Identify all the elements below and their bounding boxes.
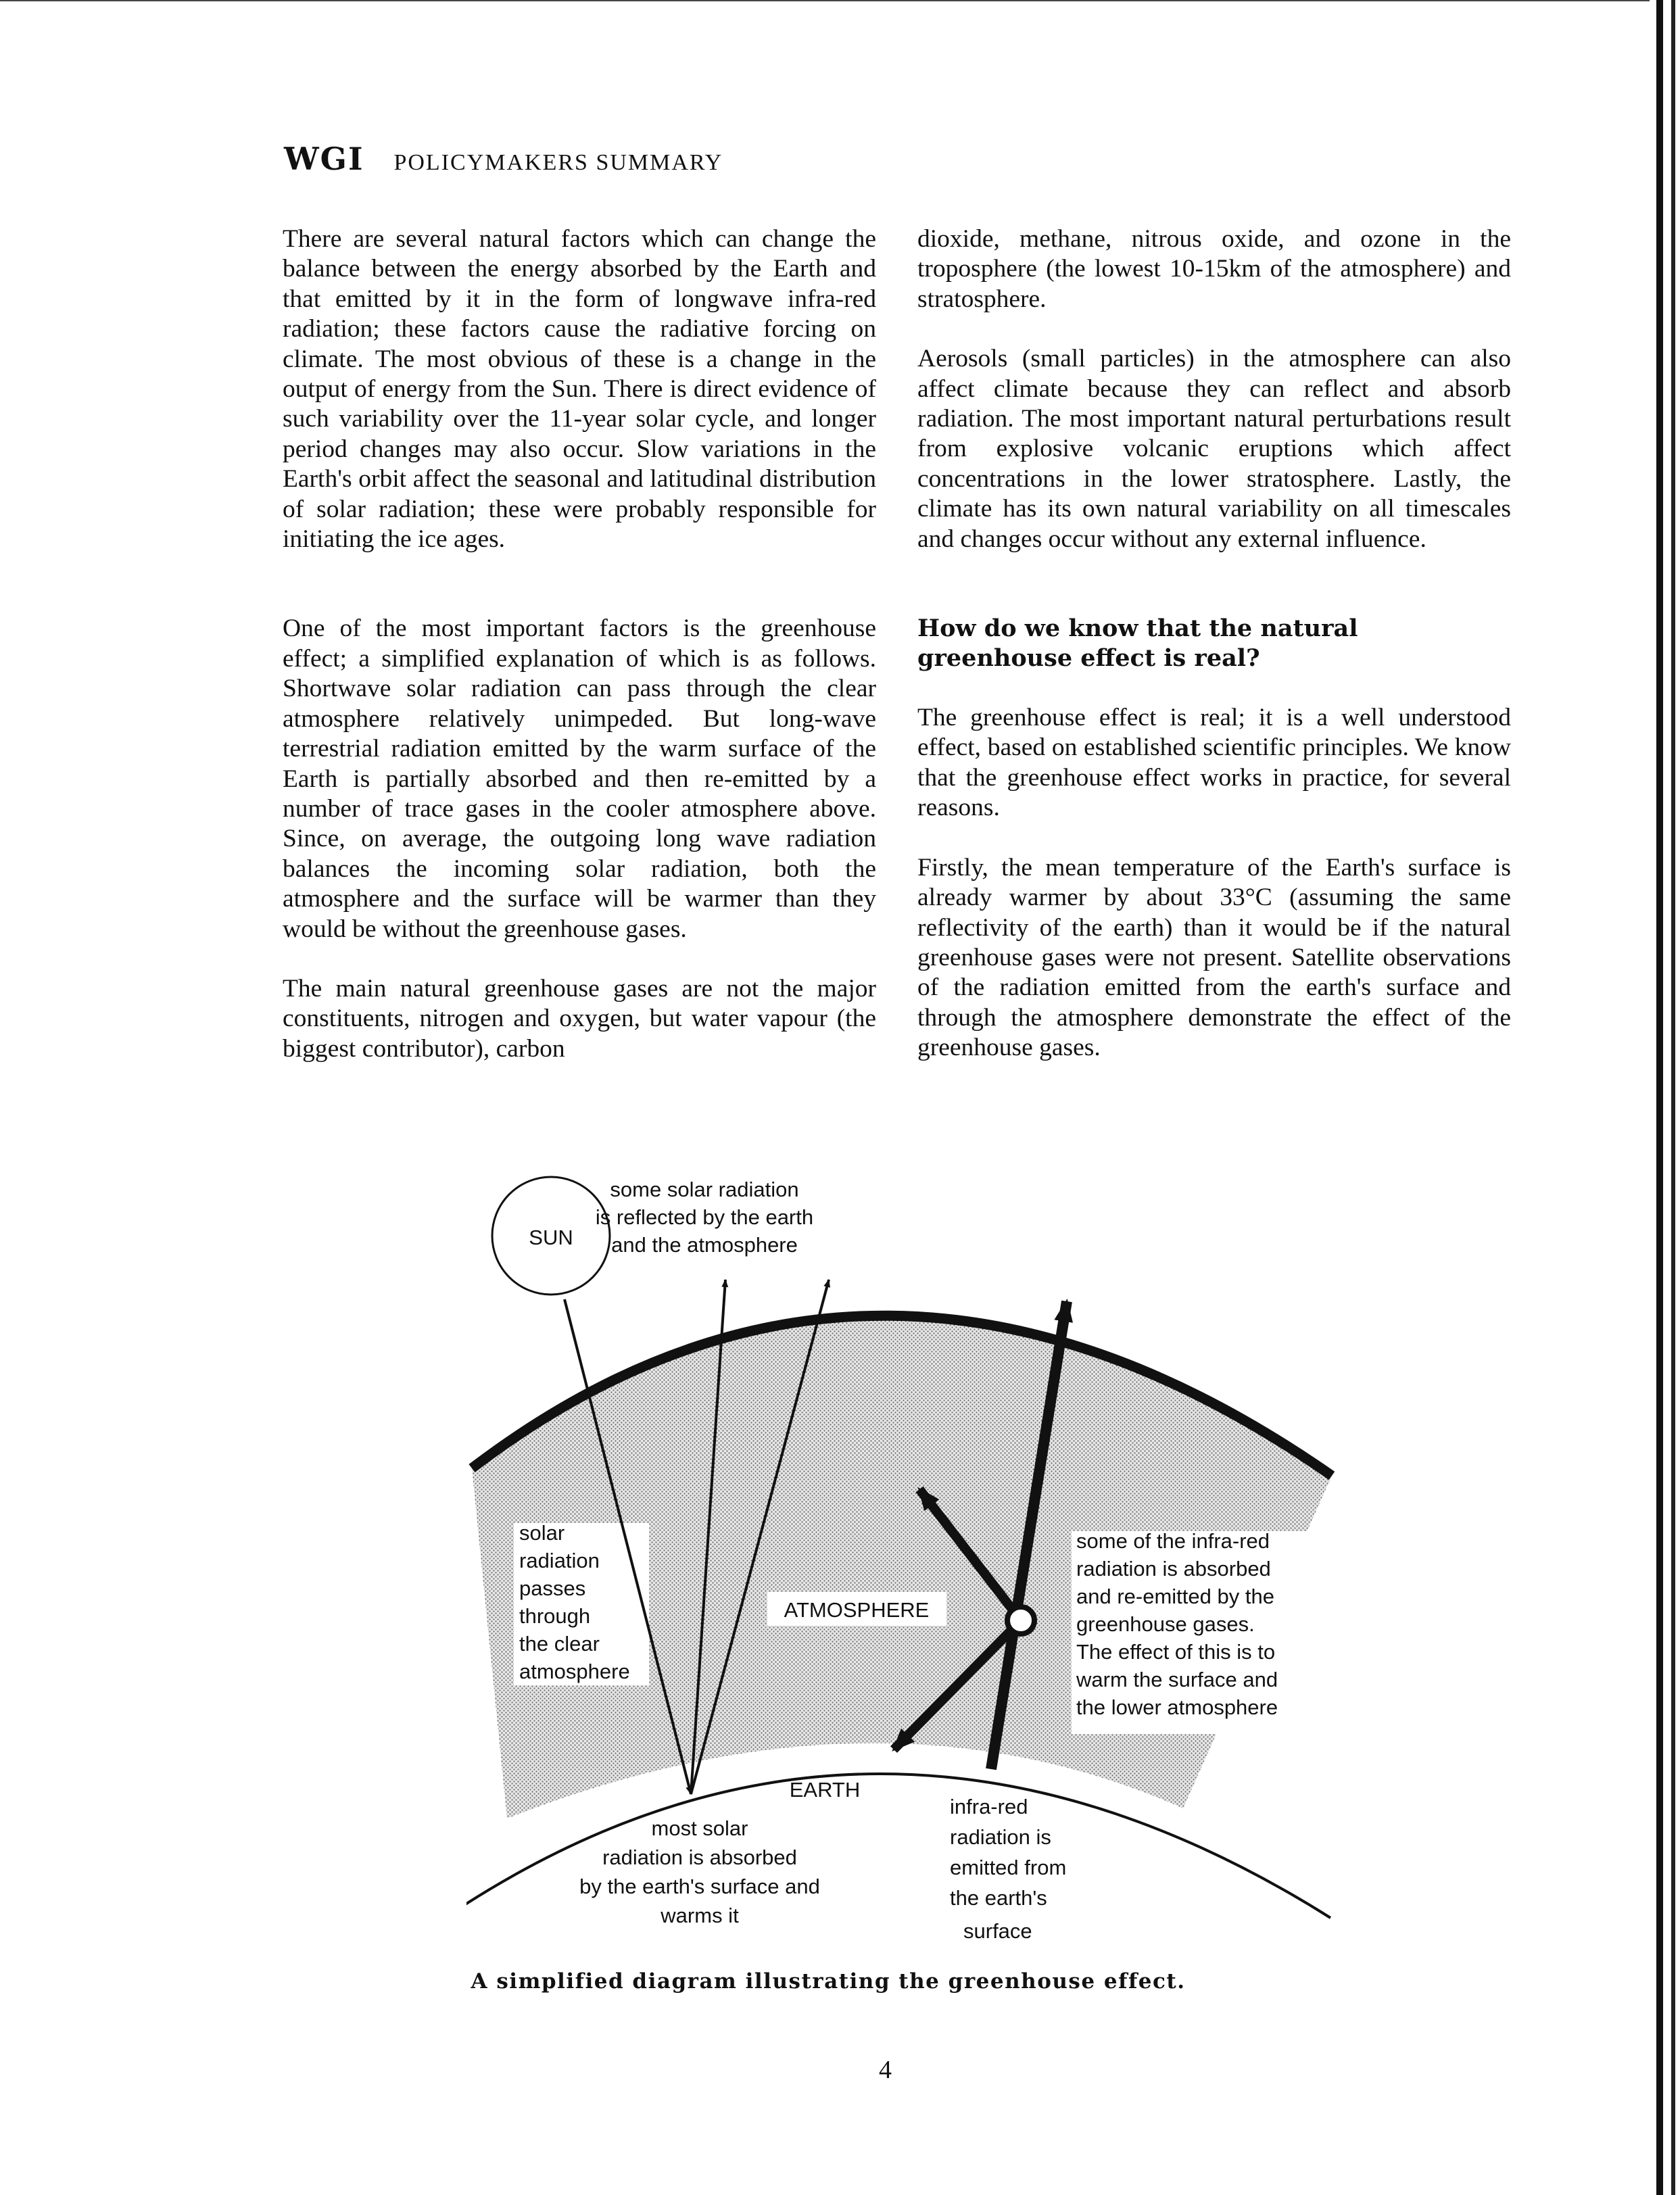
passes-label-line-6: atmosphere [519,1660,630,1683]
paragraph-natural-factors: There are several natural factors which can change the balance between the energy absorbed by the Earth and that emitted by it in the form of longwave infra-red radiation; these factors cause the radiative forcing on climate. The most obvious of these is a change in the output of energy from the Sun. There is direct evidence of such variability over the 11-year solar cycle, and longer period changes may also occur. Slow variations in the Earth's orbit affect the seasonal and latitudinal distribution of solar radiation; these were probably responsible for initiating the ice ages. [283,225,876,554]
atmosphere-label: ATMOSPHERE [784,1598,930,1622]
absorbed-label-line-6: warm the surface and [1076,1668,1278,1691]
page-number: 4 [879,2056,892,2084]
wg1-logo: WGI [284,141,364,177]
section-heading: How do we know that the natural greenhouse effect is real? [917,614,1358,673]
passes-label-line-4: through [519,1604,591,1628]
reflected-label-line-2: is reflected by the earth [595,1205,814,1229]
reflected-label-line-3: and the atmosphere [611,1233,798,1257]
absorbed-label-line-2: radiation is absorbed [1076,1557,1271,1581]
ir-emitted-line-2: radiation is [950,1825,1051,1849]
ir-emitted-line-4: the earth's [950,1886,1047,1910]
surface-absorb-line-2: radiation is absorbed [602,1846,797,1869]
surface-absorb-line-3: by the earth's surface and [579,1875,820,1898]
figure-caption: A simplified diagram illustrating the greenhouse effect. [471,1969,1186,1994]
absorbed-label-line-7: the lower atmosphere [1076,1695,1278,1719]
earth-label: EARTH [789,1778,861,1802]
surface-absorb-line-4: warms it [661,1904,739,1927]
absorbed-label-line-5: The effect of this is to [1076,1640,1276,1664]
greenhouse-diagram [466,1166,1339,1957]
reflected-label-line-1: some solar radiation [610,1178,799,1201]
page-header [284,141,723,181]
paragraph-firstly: Firstly, the mean temperature of the Earth's surface is already warmer by about 33°C (assuming the same reflectivity of the earth) than it would be if the natural greenhouse gases were not present. Satellite observations of the radiation emitted from the earth's surface and through the atmosphere demonstrate the effect of the greenhouse gases. [917,853,1511,1062]
sun-label: SUN [529,1226,573,1249]
paragraph-aerosols: Aerosols (small particles) in the atmosphere can also affect climate because they can reflect and absorb radiation. The most important natural perturbations result from explosive volcanic eruptions which affect concentrations in the lower stratosphere. Lastly, the climate has its own natural variability on all timescales and changes occur without any external influence. [917,345,1511,553]
page-top-rule [0,0,1650,1]
passes-label-line-5: the clear [519,1632,600,1656]
ir-emitted-line-3: emitted from [950,1856,1067,1879]
header-title: POLICYMAKERS SUMMARY [393,150,723,175]
paragraph-gases-continued: dioxide, methane, nitrous oxide, and ozone in the troposphere (the lowest 10-15km of the atmosphere) and stratosphere. [917,225,1511,313]
passes-label-line-3: passes [519,1576,586,1600]
paragraph-effect-real: The greenhouse effect is real; it is a well understood effect, based on established scientific principles. We know that the greenhouse effect works in practice, for several reasons. [917,704,1511,822]
right-column [917,224,1511,1093]
greenhouse-gas-molecule-icon [1007,1607,1034,1634]
absorbed-label-line-1: some of the infra-red [1076,1529,1270,1553]
page-right-edge [1650,0,1680,2195]
passes-label-line-2: radiation [519,1549,600,1572]
ir-emitted-line-5: surface [963,1919,1032,1943]
surface-absorb-line-1: most solar [651,1816,748,1840]
passes-label-line-1: solar [519,1521,565,1545]
ir-emitted-line-1: infra-red [950,1795,1028,1818]
paragraph-greenhouse-gases: The main natural greenhouse gases are not the major constituents, nitrogen and oxygen, but water vapour (the biggest contributor), carbon [283,974,876,1063]
left-column [283,224,876,1094]
absorbed-label-line-4: greenhouse gases. [1076,1612,1255,1636]
paragraph-greenhouse-effect: One of the most important factors is the greenhouse effect; a simplified explanation of which is as follows. Shortwave solar radiation can pass through the clear atmosphere relatively unimpeded. But long-wave terrestrial radiation emitted by the warm surface of the Earth is partially absorbed and then re-emitted by a number of trace gases in the cooler atmosphere above. Since, on average, the outgoing long wave radiation balances the incoming solar radiation, both the atmosphere and the surface will be warmer than they would be without the greenhouse gases. [283,614,876,943]
greenhouse-diagram-svg [466,1166,1339,1957]
absorbed-label-line-3: and re-emitted by the [1076,1585,1274,1608]
